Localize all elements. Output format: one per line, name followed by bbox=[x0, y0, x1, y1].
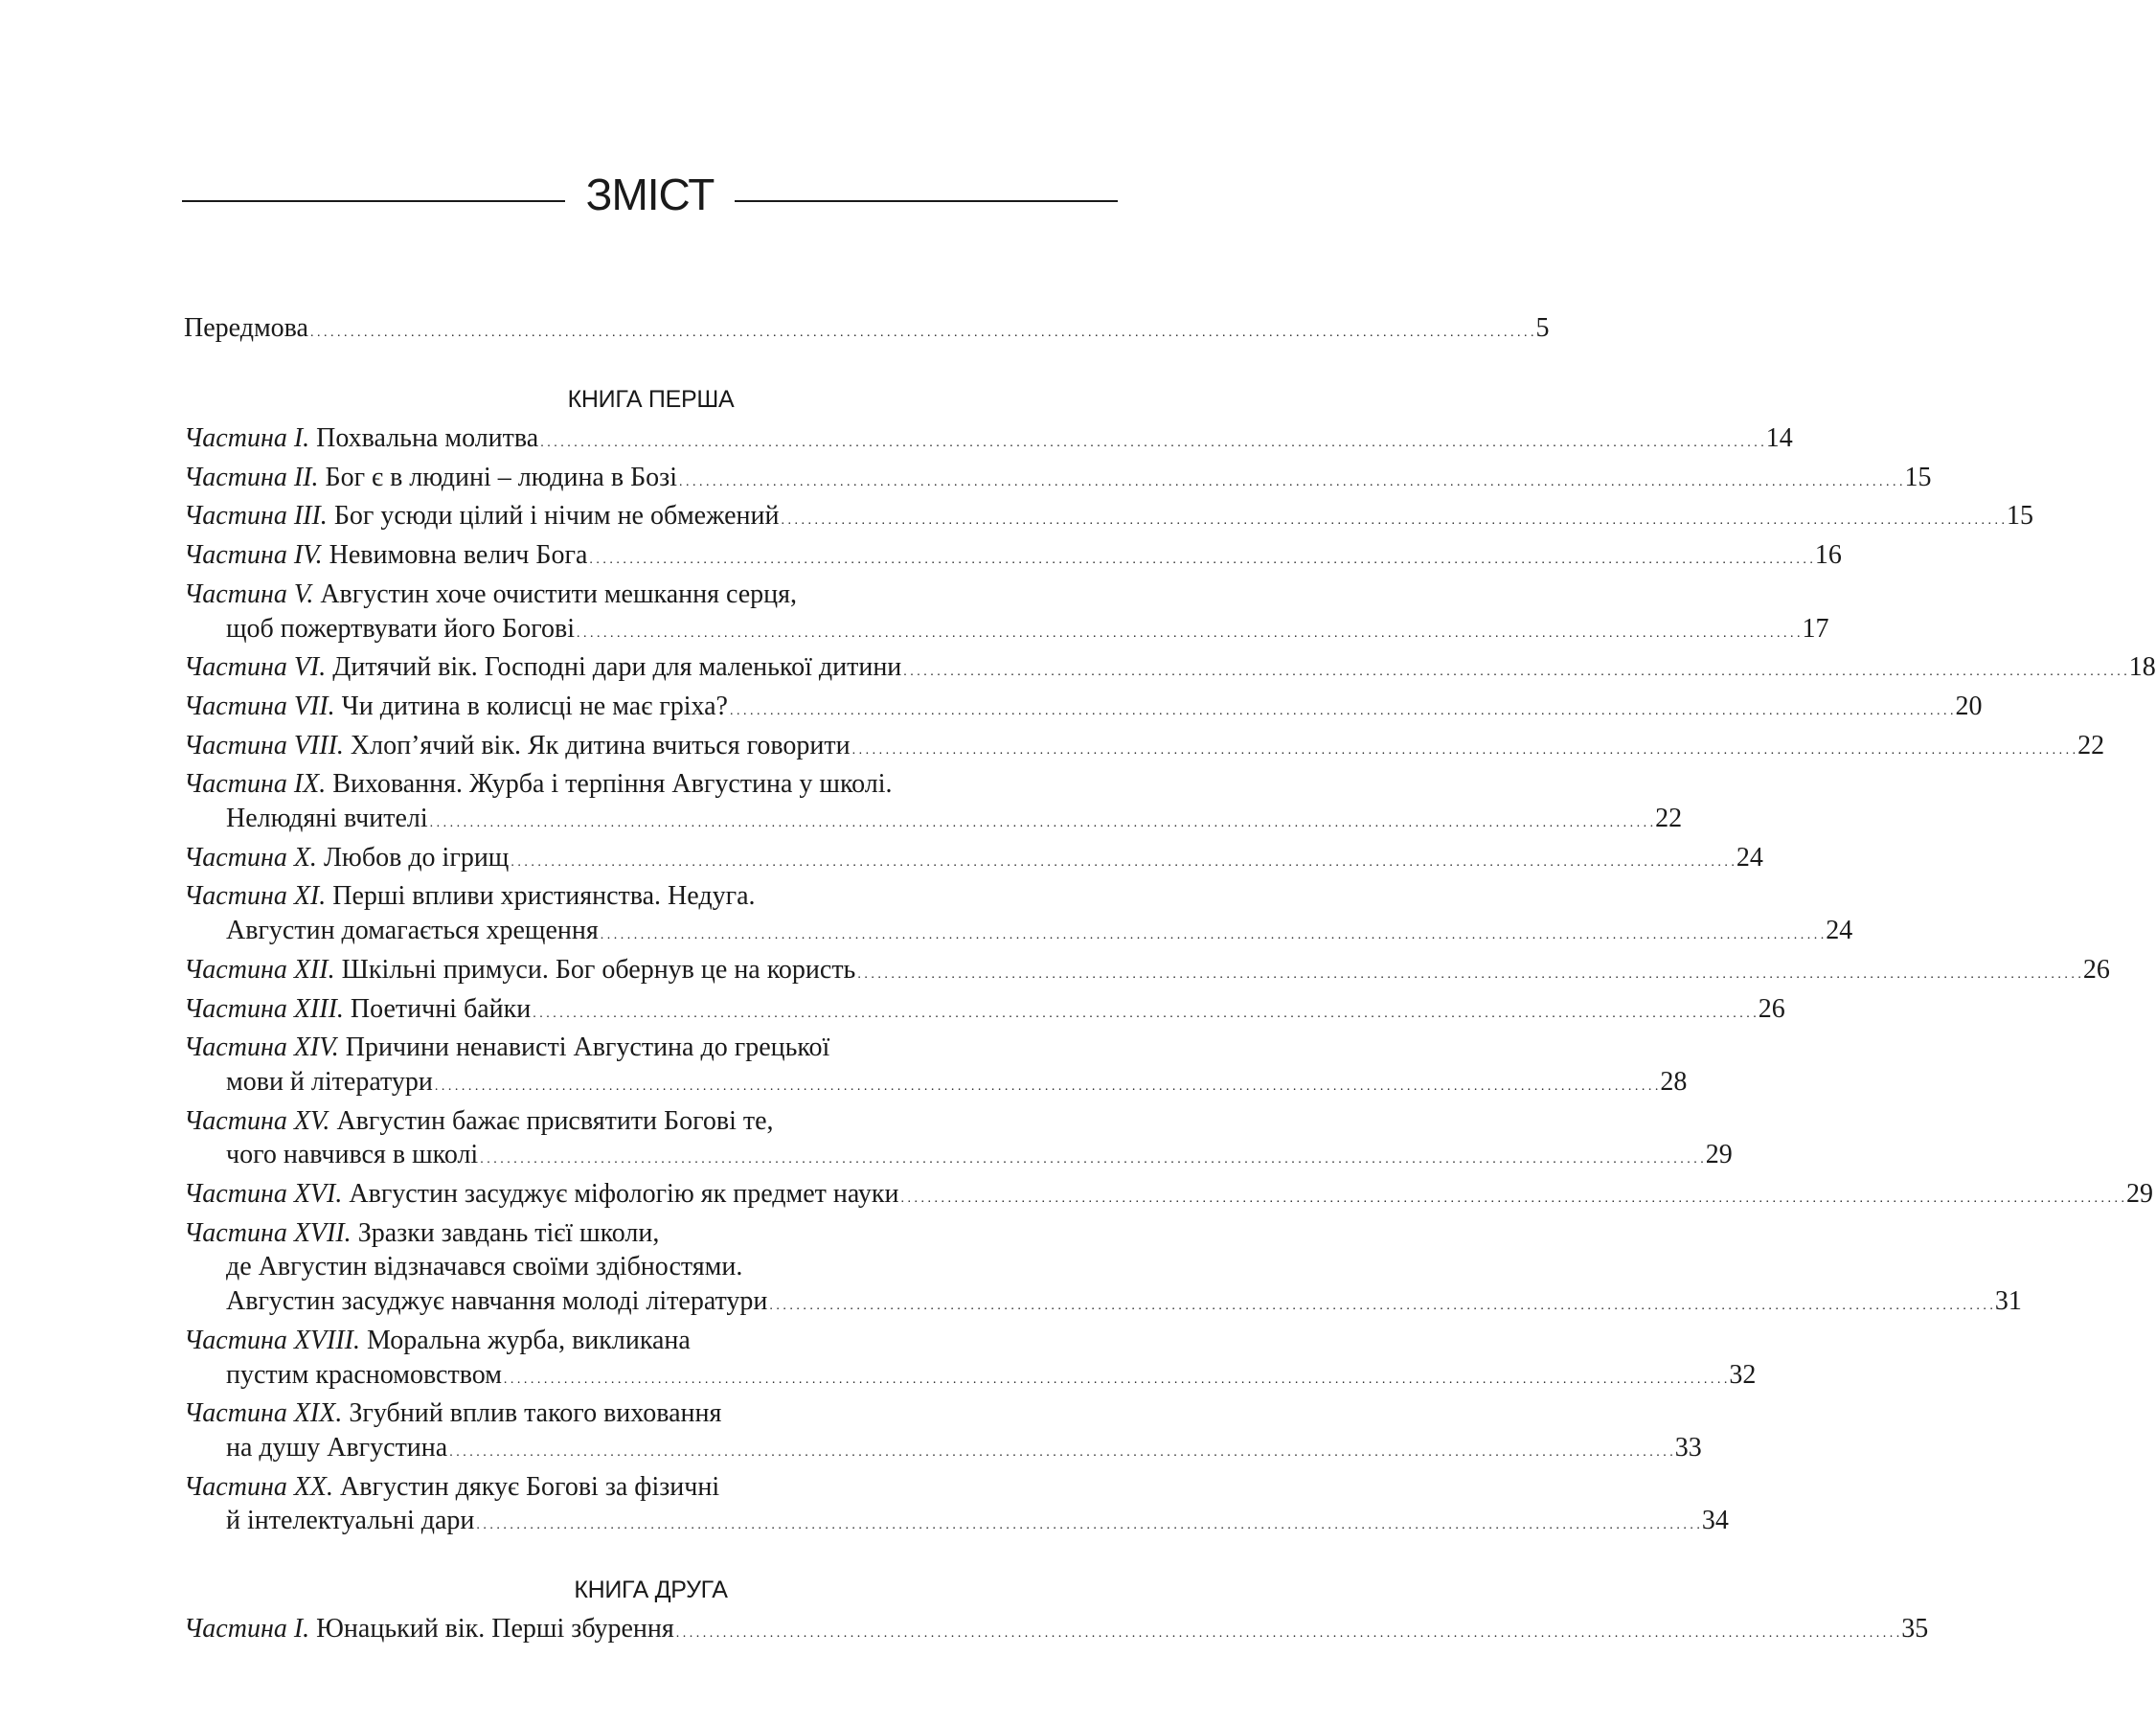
entry-title: щоб пожертвувати його Богові bbox=[226, 613, 576, 644]
part-label: Частина X. bbox=[184, 842, 317, 873]
entry-line bbox=[184, 1284, 2022, 1324]
dot-leader bbox=[430, 804, 1654, 833]
entry-line bbox=[184, 1250, 1118, 1284]
entry-title: Невимовна велич Бога bbox=[329, 540, 588, 571]
entry-text-wrap bbox=[184, 1179, 898, 1209]
entry-title: на душу Августина bbox=[226, 1432, 448, 1463]
part-label: Частина XVIII. bbox=[184, 1325, 361, 1355]
part-label: Частина XX. bbox=[184, 1471, 334, 1502]
dot-leader bbox=[310, 311, 1534, 351]
entry-title: Бог є в людині – людина в Бозі bbox=[325, 462, 677, 492]
toc-entry[interactable] bbox=[184, 767, 1683, 840]
page-number: 22 bbox=[1655, 804, 1683, 834]
toc-entry[interactable] bbox=[184, 1177, 2153, 1216]
dot-leader bbox=[577, 614, 1801, 644]
page-number: 24 bbox=[1736, 842, 1763, 873]
page-number: 28 bbox=[1660, 1066, 1688, 1097]
toc-entry[interactable] bbox=[184, 1216, 2022, 1324]
entry-line bbox=[184, 767, 1118, 802]
entry-text-wrap bbox=[184, 881, 756, 911]
entry-line bbox=[184, 1504, 1729, 1543]
toc-entry[interactable] bbox=[184, 1104, 1733, 1177]
entry-line bbox=[184, 1396, 1118, 1431]
entry-text-wrap bbox=[184, 955, 855, 985]
part-label: Частина VII. bbox=[184, 691, 335, 721]
preface-title: Передмова bbox=[184, 313, 308, 343]
page-number: 16 bbox=[1814, 540, 1842, 571]
entry-line bbox=[184, 1104, 1118, 1139]
dot-leader bbox=[480, 1140, 1704, 1169]
entry-text-wrap bbox=[226, 1067, 433, 1097]
part-label: Частина XV. bbox=[184, 1105, 330, 1136]
book-section bbox=[184, 1576, 1929, 1651]
entry-text-wrap bbox=[226, 614, 575, 644]
entry-line bbox=[184, 1431, 1702, 1470]
entry-text-wrap bbox=[226, 1252, 742, 1282]
entry-line bbox=[184, 802, 1683, 841]
entry-title: Августин домагається хрещення bbox=[226, 916, 599, 946]
entry-text-wrap bbox=[226, 804, 428, 833]
entry-line bbox=[184, 612, 1829, 651]
entry-line bbox=[184, 650, 2156, 690]
entry-text-wrap bbox=[226, 1286, 767, 1316]
part-label: Частина IX. bbox=[184, 769, 327, 800]
entry-text-wrap bbox=[184, 843, 509, 873]
entry-line bbox=[184, 1177, 2153, 1216]
entry-title: Шкільні примуси. Бог обернув це на користь bbox=[341, 954, 856, 985]
book-section bbox=[184, 385, 2156, 1543]
part-label: Частина VIII. bbox=[184, 730, 344, 760]
entry-title: Августин засуджує навчання молоді літератури bbox=[226, 1286, 768, 1317]
entry-text-wrap bbox=[184, 1614, 674, 1644]
entry-title: Зразки завдань тієї школи, bbox=[357, 1217, 660, 1248]
part-label: Частина XVII. bbox=[184, 1217, 352, 1248]
table-of-contents bbox=[184, 311, 2156, 1651]
entry-text-wrap bbox=[184, 1472, 719, 1502]
page-number: 34 bbox=[1701, 1506, 1729, 1536]
entry-title: Августин засуджує міфологію як предмет науки bbox=[349, 1179, 899, 1210]
page-number: 33 bbox=[1674, 1432, 1702, 1463]
books-container bbox=[184, 385, 2156, 1651]
entry-line bbox=[184, 879, 1118, 914]
entry-text-wrap bbox=[226, 916, 599, 945]
part-label: Частина XIV. bbox=[184, 1032, 339, 1063]
page-number: 5 bbox=[1535, 313, 1550, 343]
page-number: 26 bbox=[1758, 993, 1785, 1024]
entry-line bbox=[184, 1031, 1118, 1065]
entry-line bbox=[184, 729, 2105, 768]
entry-text-wrap bbox=[184, 423, 538, 453]
toc-entry-preface[interactable] bbox=[184, 311, 1550, 351]
entry-title: Любов до ігрищ bbox=[323, 842, 510, 873]
dot-leader bbox=[476, 1506, 1700, 1535]
entry-line bbox=[184, 578, 1118, 612]
page-number: 31 bbox=[1994, 1286, 2022, 1317]
entry-text-wrap bbox=[226, 1433, 447, 1463]
entry-text-wrap bbox=[184, 1326, 691, 1355]
part-label: Частина XVI. bbox=[184, 1179, 343, 1210]
entry-text-wrap bbox=[184, 540, 587, 570]
toc-entry[interactable] bbox=[184, 729, 2105, 768]
page-title: ЗМІСТ bbox=[585, 170, 715, 219]
page-number: 29 bbox=[1705, 1140, 1733, 1170]
title-row bbox=[182, 161, 1118, 228]
entry-line bbox=[184, 1216, 1118, 1251]
entry-line bbox=[184, 1138, 1733, 1177]
page-number: 20 bbox=[1955, 691, 1983, 721]
entry-line bbox=[184, 421, 1793, 461]
page-number: 29 bbox=[2125, 1179, 2153, 1210]
title-rule-left bbox=[182, 200, 565, 202]
page-number: 15 bbox=[1904, 462, 1932, 492]
toc-entry[interactable] bbox=[184, 538, 1842, 578]
dot-leader bbox=[857, 955, 2081, 985]
part-label: Частина XIII. bbox=[184, 993, 344, 1024]
part-label: Частина XIX. bbox=[184, 1398, 343, 1429]
part-label: Частина II. bbox=[184, 462, 319, 492]
dot-leader bbox=[435, 1067, 1659, 1097]
part-label: Частина VI. bbox=[184, 652, 327, 683]
toc-entry[interactable] bbox=[184, 879, 1853, 952]
entry-title: Моральна журба, викликана bbox=[367, 1325, 691, 1355]
entry-title: Згубний вплив такого виховання bbox=[349, 1398, 722, 1429]
page-number: 15 bbox=[2006, 501, 2033, 532]
entry-title: Дитячий вік. Господні дари для маленької дитини bbox=[332, 652, 902, 683]
part-label: Частина I. bbox=[184, 423, 310, 453]
page-number: 17 bbox=[1802, 613, 1829, 644]
entry-text-wrap bbox=[184, 769, 893, 799]
entry-line bbox=[184, 1358, 1757, 1397]
toc-entry[interactable] bbox=[184, 578, 1829, 650]
entry-title: чого навчився в школі bbox=[226, 1140, 479, 1170]
part-label: Частина V. bbox=[184, 578, 314, 609]
dot-leader bbox=[449, 1433, 1673, 1463]
toc-entry[interactable] bbox=[184, 461, 1932, 500]
entry-text-wrap bbox=[184, 652, 901, 682]
entry-title: мови й літератури bbox=[226, 1066, 433, 1097]
entry-title: Перші впливи християнства. Недуга. bbox=[332, 881, 756, 912]
entry-text-wrap bbox=[184, 1398, 721, 1428]
part-label: Частина IV. bbox=[184, 540, 323, 571]
entry-title: Причини ненависті Августина до грецької bbox=[345, 1032, 830, 1063]
entry-title: Похвальна молитва bbox=[316, 423, 539, 453]
entry-text-wrap bbox=[184, 579, 797, 609]
entry-line bbox=[184, 499, 2033, 538]
entry-line bbox=[184, 1065, 1688, 1104]
dot-leader bbox=[601, 916, 1825, 945]
entry-text-wrap bbox=[226, 1506, 474, 1535]
entry-line bbox=[184, 914, 1853, 953]
title-rule-right bbox=[735, 200, 1118, 202]
page-number: 18 bbox=[2128, 652, 2156, 683]
entry-line bbox=[184, 992, 1785, 1032]
entry-line bbox=[184, 461, 1932, 500]
book-heading: КНИГА ДРУГА bbox=[574, 1577, 728, 1604]
book-heading: КНИГА ПЕРША bbox=[567, 386, 735, 413]
dot-leader bbox=[769, 1286, 1993, 1316]
toc-entry[interactable] bbox=[184, 1396, 1702, 1469]
dot-leader bbox=[900, 1179, 2124, 1209]
page-number: 22 bbox=[2077, 730, 2105, 760]
dot-leader bbox=[903, 652, 2127, 682]
entry-line bbox=[184, 690, 1983, 729]
entry-line bbox=[184, 841, 1763, 880]
entry-title: Хлоп’ячий вік. Як дитина вчиться говорити bbox=[350, 730, 851, 760]
entry-text-wrap bbox=[184, 501, 779, 531]
entry-title: пустим красномовством bbox=[226, 1359, 502, 1390]
entry-line bbox=[184, 1470, 1118, 1505]
entry-text-wrap bbox=[184, 1218, 659, 1248]
entry-title: Августин дякує Богові за фізичні bbox=[340, 1471, 720, 1502]
entry-line bbox=[184, 1612, 1929, 1651]
toc-entry[interactable] bbox=[184, 650, 2156, 690]
dot-leader bbox=[589, 540, 1813, 570]
page-number: 35 bbox=[1901, 1614, 1929, 1645]
part-label: Частина I. bbox=[184, 1614, 310, 1645]
entry-title: Бог усюди цілий і нічим не обмежений bbox=[333, 501, 780, 532]
toc-entry[interactable] bbox=[184, 953, 2110, 992]
toc-entry[interactable] bbox=[184, 1324, 1757, 1396]
entry-title: Августин хоче очистити мешкання серця, bbox=[320, 578, 798, 609]
entry-line bbox=[184, 1324, 1118, 1358]
toc-entry[interactable] bbox=[184, 1031, 1688, 1103]
entry-title: Поетичні байки bbox=[350, 993, 532, 1024]
dot-leader bbox=[533, 994, 1757, 1024]
toc-entry[interactable] bbox=[184, 690, 1983, 729]
toc-entry[interactable] bbox=[184, 992, 1785, 1032]
entry-title: Августин бажає присвятити Богові те, bbox=[336, 1105, 774, 1136]
dot-leader bbox=[504, 1360, 1728, 1390]
dot-leader bbox=[511, 843, 1735, 873]
page-number: 14 bbox=[1765, 423, 1793, 453]
entry-text-wrap bbox=[226, 1360, 502, 1390]
part-label: Частина III. bbox=[184, 501, 328, 532]
page-number: 24 bbox=[1826, 916, 1853, 946]
toc-entry[interactable] bbox=[184, 1612, 1929, 1651]
toc-entry[interactable] bbox=[184, 841, 1763, 880]
dot-leader bbox=[679, 463, 1903, 492]
dot-leader bbox=[540, 423, 1764, 453]
dot-leader bbox=[852, 731, 2077, 760]
toc-entry[interactable] bbox=[184, 499, 2033, 538]
toc-entry[interactable] bbox=[184, 1470, 1729, 1543]
toc-entry[interactable] bbox=[184, 421, 1793, 461]
entry-text-wrap bbox=[184, 692, 728, 721]
page-number: 26 bbox=[2082, 954, 2110, 985]
entry-title: Виховання. Журба і терпіння Августина у школі. bbox=[332, 769, 893, 800]
entry-line bbox=[184, 953, 2110, 992]
entry-title: де Августин відзначався своїми здібностями. bbox=[226, 1252, 743, 1282]
entry-line bbox=[184, 538, 1842, 578]
entry-text-wrap bbox=[184, 463, 677, 492]
entry-text-wrap bbox=[184, 994, 531, 1024]
entry-text-wrap bbox=[184, 1106, 774, 1136]
dot-leader bbox=[781, 501, 2005, 531]
dot-leader bbox=[676, 1614, 1900, 1644]
entry-title: Нелюдяні вчителі bbox=[226, 804, 428, 834]
entry-text-wrap bbox=[184, 731, 851, 760]
entry-title: Юнацький вік. Перші збурення bbox=[316, 1614, 674, 1645]
entry-text-wrap bbox=[184, 1032, 829, 1062]
page-number: 32 bbox=[1729, 1359, 1757, 1390]
dot-leader bbox=[730, 692, 1954, 721]
entry-title: й інтелектуальні дари bbox=[226, 1506, 475, 1536]
entry-title: Чи дитина в колисці не має гріха? bbox=[341, 691, 728, 721]
entry-text-wrap bbox=[226, 1140, 478, 1169]
part-label: Частина XI. bbox=[184, 881, 327, 912]
part-label: Частина XII. bbox=[184, 954, 335, 985]
